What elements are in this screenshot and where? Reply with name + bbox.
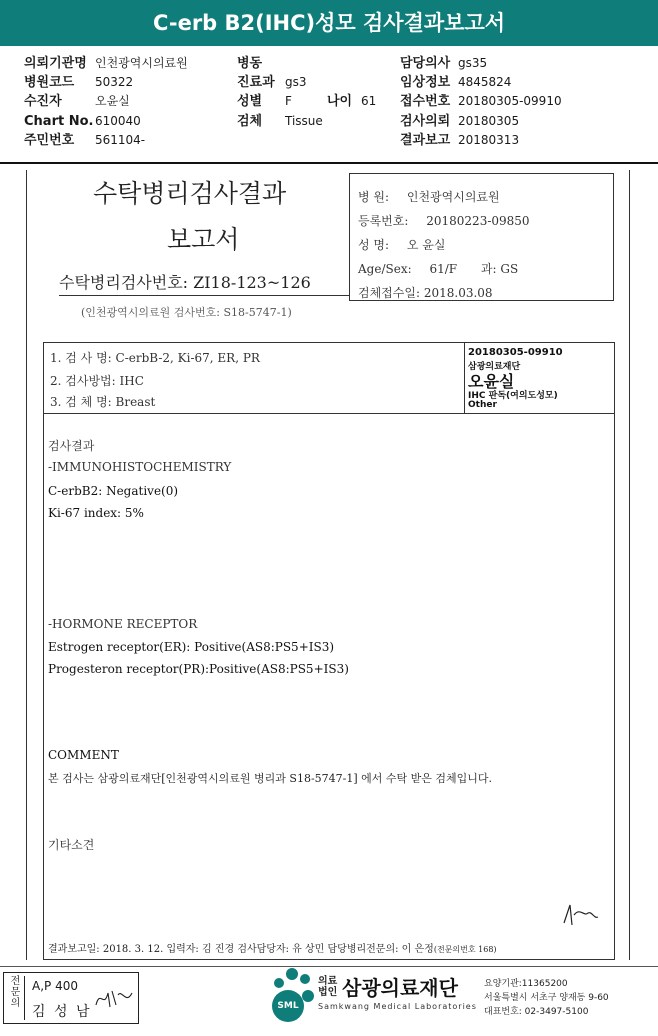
pathologist-signature xyxy=(560,903,600,929)
org-address: 서울특별시 서초구 양재동 9-60 xyxy=(484,993,609,1003)
info-value: gs35 xyxy=(458,56,488,70)
info-row xyxy=(237,112,323,130)
box-value: 인천광역시의료원 xyxy=(406,190,500,204)
sml-logo xyxy=(268,968,318,1022)
info-value: 610040 xyxy=(95,114,141,128)
info-row xyxy=(24,73,134,91)
info-value: 20180305-09910 xyxy=(458,94,562,108)
cerb-result: C-erbB2: Negative(0) xyxy=(48,484,179,498)
info-label: 수진자 xyxy=(24,94,62,109)
er-result: Estrogen receptor(ER): Positive(AS8:PS5+IS3) xyxy=(48,640,335,654)
org-english-name: Samkwang Medical Laboratories xyxy=(318,1002,477,1011)
header-vertical-divider xyxy=(464,343,465,413)
info-value: 561104- xyxy=(95,133,146,147)
box-line xyxy=(358,284,493,301)
info-label: Chart No. xyxy=(24,114,94,129)
info-value: 20180313 xyxy=(458,133,520,147)
info-label: 진료과 xyxy=(237,75,275,90)
specialist-signature-box xyxy=(3,972,139,1024)
info-label: 담당의사 xyxy=(400,56,451,71)
info-value: 4845824 xyxy=(458,75,512,89)
stamp-other: Other xyxy=(468,400,497,410)
info-value: 20180305 xyxy=(458,114,520,128)
test-name: 1. 검 사 명: C-erbB-2, Ki-67, ER, PR xyxy=(50,351,260,365)
hormone-heading: -HORMONE RECEPTOR xyxy=(48,617,198,631)
report-title: C-erb B2(IHC)성모 검사결과보고서 xyxy=(0,0,658,46)
info-label: 병원코드 xyxy=(24,75,75,90)
logo-dot xyxy=(302,990,314,1002)
info-label: 병동 xyxy=(237,56,263,71)
box-line xyxy=(358,236,445,253)
info-value: 인천광역시의료원 xyxy=(95,56,188,70)
logo-dot xyxy=(286,968,298,980)
org-prefix-top: 의료 xyxy=(318,976,338,987)
info-row xyxy=(400,73,512,91)
box-value: GS xyxy=(500,262,519,276)
stamp-patient: 오윤실 xyxy=(468,372,515,391)
results-heading: 검사결과 xyxy=(48,439,95,453)
specialist-number: (전문의번호 168) xyxy=(433,945,497,954)
scanned-report xyxy=(26,170,630,960)
scan-title: 수탁병리검사결과 xyxy=(93,179,287,208)
org-name: 삼광의료재단 xyxy=(342,976,458,1000)
info-row xyxy=(24,131,146,149)
box-label: 등록번호: xyxy=(358,214,409,228)
info-label: 임상정보 xyxy=(400,75,451,90)
info-label: 접수번호 xyxy=(400,94,451,109)
info-label: 성별 xyxy=(237,94,263,109)
org-prefix-bottom: 법인 xyxy=(318,987,338,998)
info-value: Tissue xyxy=(285,114,323,128)
box-line xyxy=(358,188,500,205)
info-row xyxy=(24,112,141,130)
info-row xyxy=(237,73,307,91)
box-line xyxy=(358,260,518,277)
hospital-test-number: (인천광역시의료원 검사번호: S18-5747-1) xyxy=(81,306,292,319)
box-label: 병 원: xyxy=(358,190,390,204)
stamp-number: 20180305-09910 xyxy=(468,347,563,358)
info-value: gs3 xyxy=(285,75,307,89)
consign-number: 수탁병리검사번호: ZI18-123~126 xyxy=(59,270,349,296)
info-row xyxy=(327,92,377,110)
doctor-signature xyxy=(94,985,134,1011)
pr-result: Progesteron receptor(PR):Positive(AS8:PS5+IS3) xyxy=(48,662,349,676)
info-label: 검사의뢰 xyxy=(400,114,451,129)
specialist-vertical-label: 전문의 xyxy=(7,976,25,1020)
header-divider xyxy=(44,413,614,414)
info-label: 나이 xyxy=(327,94,353,109)
specimen-name: 3. 검 체 명: Breast xyxy=(50,395,156,409)
info-row xyxy=(237,54,262,72)
care-code: 요양기관:11365200 xyxy=(484,979,568,989)
footer-divider xyxy=(0,966,658,967)
info-row xyxy=(400,131,520,149)
info-value: 50322 xyxy=(95,75,134,89)
box-value: 61/F xyxy=(429,262,458,276)
ihc-heading: -IMMUNOHISTOCHEMISTRY xyxy=(48,460,232,474)
box-line xyxy=(358,212,530,229)
info-row xyxy=(400,54,488,72)
info-row xyxy=(400,92,562,110)
doctor-code: A,P 400 xyxy=(32,979,78,993)
comment-heading: COMMENT xyxy=(48,748,119,762)
report-line-main: 결과보고일: 2018. 3. 12. 입력자: 김 진경 검사담당자: 유 상민 담당병리전문의: 이 은정 xyxy=(48,944,434,955)
box-value: 20180223-09850 xyxy=(426,214,530,228)
stamp-org: 삼광의료재단 xyxy=(468,362,521,372)
logo-dot xyxy=(274,978,284,988)
test-method: 2. 검사방법: IHC xyxy=(50,374,144,388)
info-label: 결과보고 xyxy=(400,133,451,148)
patient-info xyxy=(0,52,658,164)
logo-dot xyxy=(300,974,310,984)
patient-box xyxy=(349,173,614,301)
info-value: 61 xyxy=(361,94,377,108)
scan-title-2: 보고서 xyxy=(167,225,240,254)
info-value: 오윤실 xyxy=(95,94,130,108)
box-label: 성 명: xyxy=(358,238,390,252)
org-prefix xyxy=(318,976,337,998)
box-value: 오 윤실 xyxy=(406,238,446,252)
box-label: 과: xyxy=(480,262,497,276)
doctor-name: 김 성 남 xyxy=(32,1004,92,1020)
box-label: Age/Sex: xyxy=(358,262,412,276)
comment-text: 본 검사는 삼광의료재단[인천광역시의료원 병리과 S18-5747-1] 에서 수탁 받은 검체입니다. xyxy=(48,772,493,785)
other-findings: 기타소견 xyxy=(48,838,95,852)
info-row xyxy=(400,112,520,130)
ki67-result: Ki-67 index: 5% xyxy=(48,506,144,520)
box-label: 검체접수일: xyxy=(358,286,421,300)
info-label: 주민번호 xyxy=(24,133,75,148)
result-box xyxy=(43,342,615,960)
info-row xyxy=(24,54,188,72)
info-label: 의뢰기관명 xyxy=(24,56,87,71)
logo-badge: SML xyxy=(272,990,304,1022)
report-line xyxy=(48,940,497,955)
info-row xyxy=(24,92,130,110)
stamp-type: IHC 판독(여의도성모) xyxy=(468,391,558,401)
info-label: 검체 xyxy=(237,114,263,129)
org-phone: 대표번호: 02-3497-5100 xyxy=(484,1007,589,1017)
box-value: 2018.03.08 xyxy=(423,286,493,300)
info-divider xyxy=(0,162,658,164)
info-value: F xyxy=(285,94,292,108)
info-row xyxy=(237,92,292,110)
